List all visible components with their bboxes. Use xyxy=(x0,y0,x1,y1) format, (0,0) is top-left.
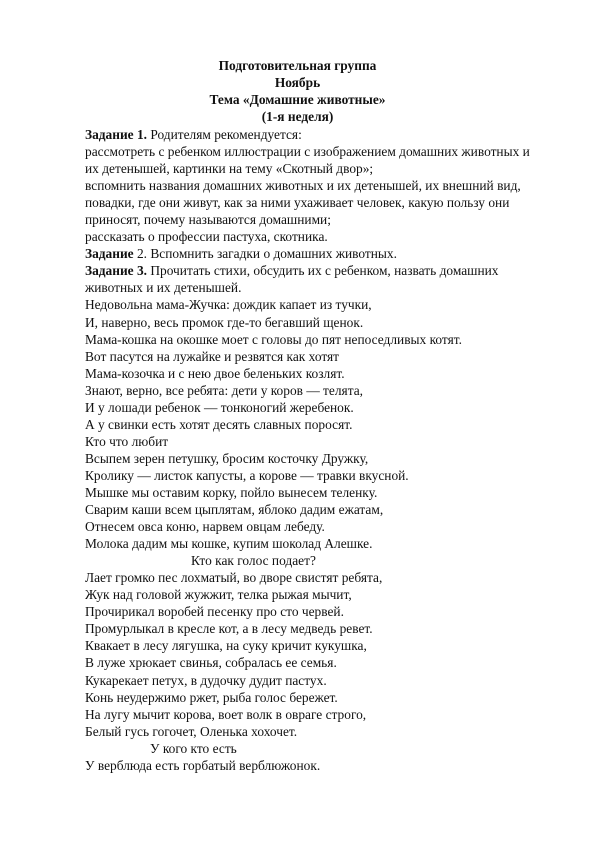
task2-text: 2. Вспомнить загадки о домашних животных. xyxy=(133,246,397,262)
task1-item2-line3: приносят, почему называются домашними; xyxy=(85,212,331,228)
poem3-line: Жук над головой жужжит, телка рыжая мычит, xyxy=(85,587,352,603)
group-title: Подготовительная группа xyxy=(218,58,377,73)
document-header xyxy=(0,57,595,125)
poem1-line: Недовольна мама-Жучка: дождик капает из тучки, xyxy=(85,297,372,313)
task1-heading xyxy=(85,126,555,143)
poem1-line: А у свинки есть хотят десять славных поросят. xyxy=(85,416,353,432)
poem2-line: Мышке мы оставим корку, пойло вынесем теленку. xyxy=(85,484,378,500)
task1-item2-line1: вспомнить названия домашних животных и их детенышей, их внешний вид, xyxy=(85,178,521,194)
month-title: Ноябрь xyxy=(274,75,321,90)
poem2-line: Отнесем овса коню, нарвем овцам лебеду. xyxy=(85,519,325,535)
task3-text-line1: Прочитать стихи, обсудить их с ребенком, назвать домашних xyxy=(147,263,499,279)
document-body xyxy=(85,126,555,774)
poem1-line: И у лошади ребенок — тонконогий жеребенок. xyxy=(85,399,354,415)
poem3-line: Лает громко пес лохматый, во дворе свистят ребята, xyxy=(85,570,383,586)
topic-title: Тема «Домашние животные» xyxy=(209,92,386,107)
poem3-line: Квакает в лесу лягушка, на суку кричит кукушка, xyxy=(85,638,367,654)
task3-text-line2: животных и их детенышей. xyxy=(85,280,242,296)
task2-heading xyxy=(85,245,555,262)
poem2-line: Сварим каши всем цыплятам, яблоко дадим ежатам, xyxy=(85,502,384,518)
poem3-line: Белый гусь гогочет, Оленька хохочет. xyxy=(85,723,298,739)
poem1-line: Мама-кошка на окошке моет с головы до пят непоседливых котят. xyxy=(85,331,462,347)
poem1-line: Вот пасутся на лужайке и резвятся как хотят xyxy=(85,348,340,364)
poem3-line: На лугу мычит корова, воет волк в овраге строго, xyxy=(85,706,367,722)
poem3-line: В луже хрюкает свинья, собралась ее семья. xyxy=(85,655,337,671)
task1-item2-line2: повадки, где они живут, как за ними ухаживает человек, какую пользу они xyxy=(85,195,510,211)
poem3-title: Кто как голос подает? xyxy=(191,553,316,569)
task1-item1-line1: рассмотреть с ребенком иллюстрации с изображением домашних животных и xyxy=(85,144,530,160)
task3-heading xyxy=(85,262,555,279)
poem1-line: Знают, верно, все ребята: дети у коров — телята, xyxy=(85,382,363,398)
poem3-line: Прочирикал воробей песенку про сто червей. xyxy=(85,604,344,620)
poem1-line: И, наверно, весь промок где-то бегавший щенок. xyxy=(85,314,364,330)
poem2-line: Всыпем зерен петушку, бросим косточку Дружку, xyxy=(85,450,369,466)
poem2-line: Молока дадим мы кошке, купим шоколад Алешке. xyxy=(85,536,373,552)
task2-label: Задание xyxy=(85,246,134,262)
task1-item1-line2: их детенышей, картинки на тему «Скотный двор»; xyxy=(85,161,374,177)
task3-label: Задание 3. xyxy=(85,263,147,279)
poem2-title: Кто что любит xyxy=(85,433,169,449)
poem3-line: Промурлыкал в кресле кот, а в лесу медведь ревет. xyxy=(85,621,373,637)
poem3-line: Конь неудержимо ржет, рыба голос бережет. xyxy=(85,689,338,705)
poem1-line: Мама-козочка и с нею двое беленьких козлят. xyxy=(85,365,345,381)
task1-item3: рассказать о профессии пастуха, скотника. xyxy=(85,229,328,245)
poem4-line: У верблюда есть горбатый верблюжонок. xyxy=(85,757,321,773)
task1-label: Задание 1. xyxy=(85,127,147,142)
week-title: (1-я неделя) xyxy=(261,109,334,124)
poem3-line: Кукарекает петух, в дудочку дудит пастух. xyxy=(85,672,327,688)
task1-intro: Родителям рекомендуется: xyxy=(147,127,302,142)
poem2-line: Кролику — листок капусты, а корове — травки вкусной. xyxy=(85,467,409,483)
poem4-title: У кого кто есть xyxy=(150,740,237,756)
